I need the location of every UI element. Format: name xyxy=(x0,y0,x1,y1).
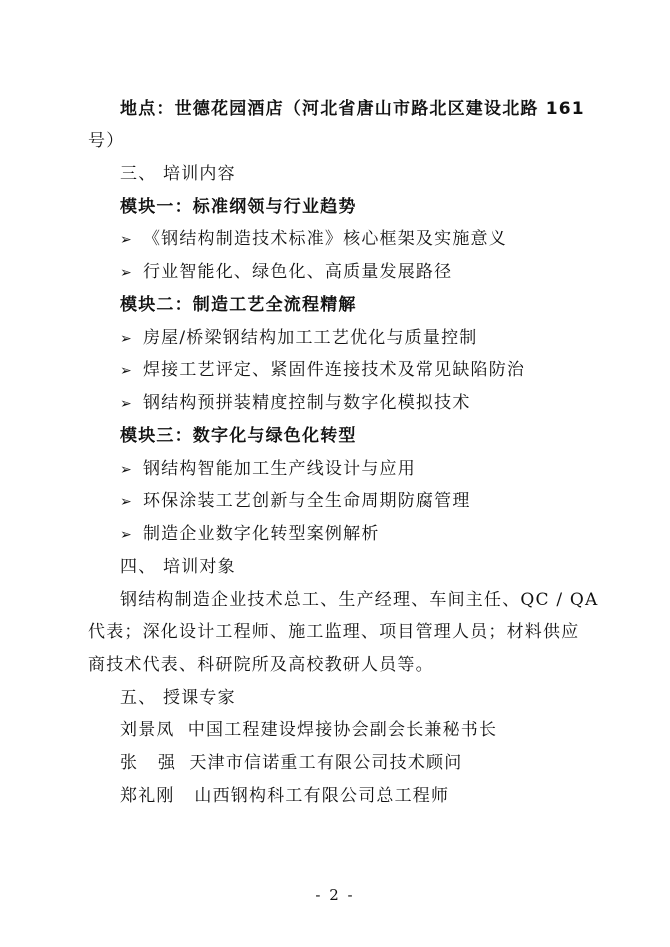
list-item-text: 钢结构预拼装精度控制与数字化模拟技术 xyxy=(142,393,471,413)
list-item-text: 钢结构智能加工生产线设计与应用 xyxy=(142,459,416,479)
list-item xyxy=(120,392,471,415)
module-3-title: 模块三：数字化与绿色化转型 xyxy=(120,426,357,446)
arrow-bullet-icon: ➢ xyxy=(120,494,133,510)
list-item xyxy=(120,327,477,350)
arrow-bullet-icon: ➢ xyxy=(120,331,133,347)
section-4-heading: 四、 培训对象 xyxy=(120,557,236,577)
list-item-text: 环保涂装工艺创新与全生命周期防腐管理 xyxy=(142,491,471,511)
arrow-bullet-icon: ➢ xyxy=(120,462,133,478)
list-item xyxy=(120,359,525,382)
expert-line: 刘景凤 中国工程建设焊接协会副会长兼秘书长 xyxy=(120,720,498,740)
list-item-text: 《钢结构制造技术标准》核心框架及实施意义 xyxy=(142,229,507,249)
paragraph-line: 代表；深化设计工程师、施工监理、项目管理人员；材料供应 xyxy=(88,622,580,642)
list-item xyxy=(120,228,507,251)
list-item xyxy=(120,490,471,513)
expert-line: 张 强 天津市信诺重工有限公司技术顾问 xyxy=(120,753,463,773)
arrow-bullet-icon: ➢ xyxy=(120,232,133,248)
list-item-text: 行业智能化、绿色化、高质量发展路径 xyxy=(142,262,453,282)
expert-line: 郑礼刚 山西钢构科工有限公司总工程师 xyxy=(120,786,450,806)
section-5-heading: 五、 授课专家 xyxy=(120,688,236,708)
list-item-text: 房屋/桥梁钢结构加工工艺优化与质量控制 xyxy=(142,328,478,348)
paragraph-line: 钢结构制造企业技术总工、生产经理、车间主任、QC / QA xyxy=(120,590,599,610)
list-item-text: 焊接工艺评定、紧固件连接技术及常见缺陷防治 xyxy=(142,360,526,380)
location-line-2: 号） xyxy=(88,131,125,151)
arrow-bullet-icon: ➢ xyxy=(120,396,133,412)
arrow-bullet-icon: ➢ xyxy=(120,363,133,379)
arrow-bullet-icon: ➢ xyxy=(120,527,133,543)
list-item-text: 制造企业数字化转型案例解析 xyxy=(142,524,380,544)
paragraph-line: 商技术代表、科研院所及高校教研人员等。 xyxy=(88,655,434,675)
list-item xyxy=(120,261,452,284)
module-2-title: 模块二：制造工艺全流程精解 xyxy=(120,295,357,315)
module-1-title: 模块一：标准纲领与行业趋势 xyxy=(120,197,357,217)
arrow-bullet-icon: ➢ xyxy=(120,265,133,281)
section-3-heading: 三、 培训内容 xyxy=(120,164,236,184)
list-item xyxy=(120,523,380,546)
list-item xyxy=(120,458,416,481)
page-number: - 2 - xyxy=(315,886,355,904)
location-line-1: 地点：世德花园酒店（河北省唐山市路北区建设北路 161 xyxy=(120,99,585,119)
